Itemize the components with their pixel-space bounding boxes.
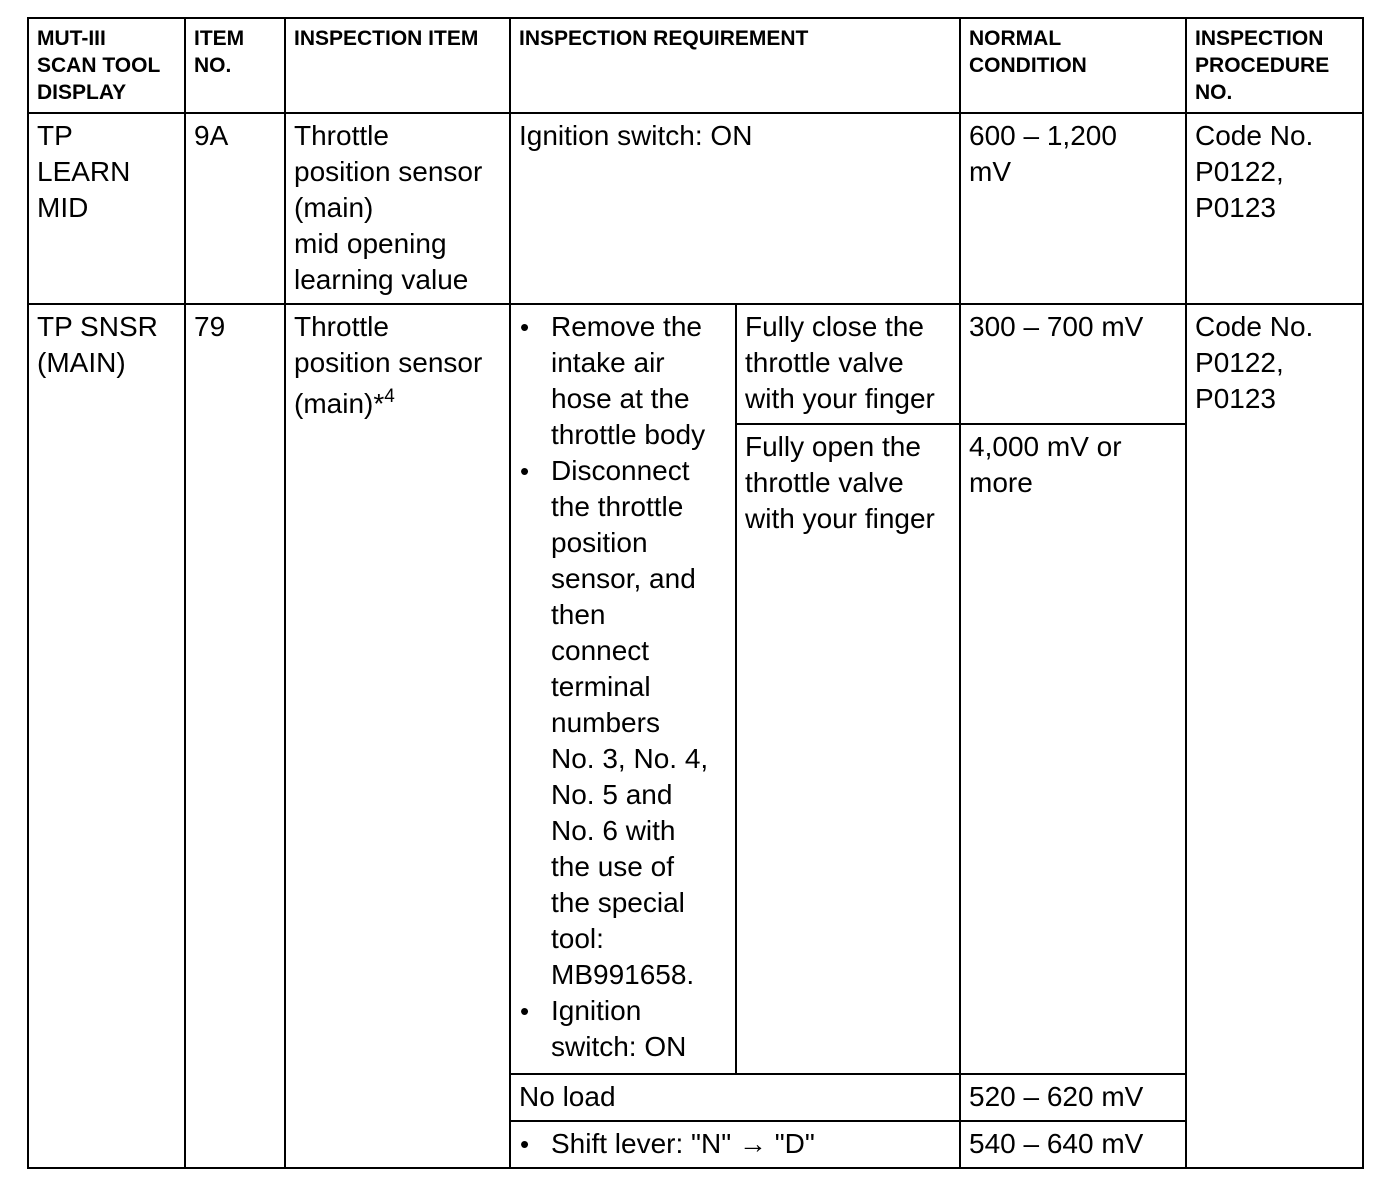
inspection-item-cell: Throttle position sensor (main)*$^4$ (285, 304, 510, 1168)
header-row (28, 18, 1363, 113)
procedure-no-cell: Code No. P0122, P0123 (1186, 304, 1363, 1168)
requirement-shift-lever-cell (510, 1121, 960, 1168)
condition-fully-open-cell: Fully open the throttle valve with your finger (736, 424, 960, 1074)
normal-condition-cell: 600 – 1,200 mV (960, 113, 1186, 304)
list-item: • Ignition switch: ON (511, 993, 727, 1065)
requirement-no-load-cell: No load (510, 1074, 960, 1121)
scan-tool-display-cell: TP LEARN MID (28, 113, 185, 304)
normal-condition-cell: 520 – 620 mV (960, 1074, 1186, 1121)
header-procedure-no: INSPECTION PROCEDURE NO. (1186, 18, 1363, 113)
item-no-cell: 79 (185, 304, 285, 1168)
normal-condition-cell: 540 – 640 mV (960, 1121, 1186, 1168)
header-inspection-requirement: INSPECTION REQUIREMENT (510, 18, 960, 113)
table-row (28, 304, 1363, 424)
inspection-item-cell: Throttle position sensor (main) mid opening learning value (285, 113, 510, 304)
condition-fully-close-cell: Fully close the throttle valve with your finger (736, 304, 960, 424)
header-item-no: ITEM NO. (185, 18, 285, 113)
inspection-requirement-cell: Ignition switch: ON (510, 113, 960, 304)
normal-condition-cell: 300 – 700 mV (960, 304, 1186, 424)
table-row (28, 113, 1363, 304)
header-scan-tool-display: MUT-III SCAN TOOL DISPLAY (28, 18, 185, 113)
requirement-steps-cell (510, 304, 736, 1074)
item-no-cell: 9A (185, 113, 285, 304)
list-item: • Disconnect the throttle position sensor, and then connect terminal numbers No. 3, No. 4, No. 5 and No. 6 with the use of the special tool: MB991658. (511, 453, 727, 993)
list-item: • Remove the intake air hose at the throttle body (511, 309, 727, 453)
header-inspection-item: INSPECTION ITEM (285, 18, 510, 113)
list-item: • Shift lever: "N" → "D" (511, 1126, 951, 1162)
scan-tool-display-cell: TP SNSR (MAIN) (28, 304, 185, 1168)
normal-condition-cell: 4,000 mV or more (960, 424, 1186, 1074)
header-normal-condition: NORMAL CONDITION (960, 18, 1186, 113)
inspection-table (27, 17, 1364, 1169)
procedure-no-cell: Code No. P0122, P0123 (1186, 113, 1363, 304)
